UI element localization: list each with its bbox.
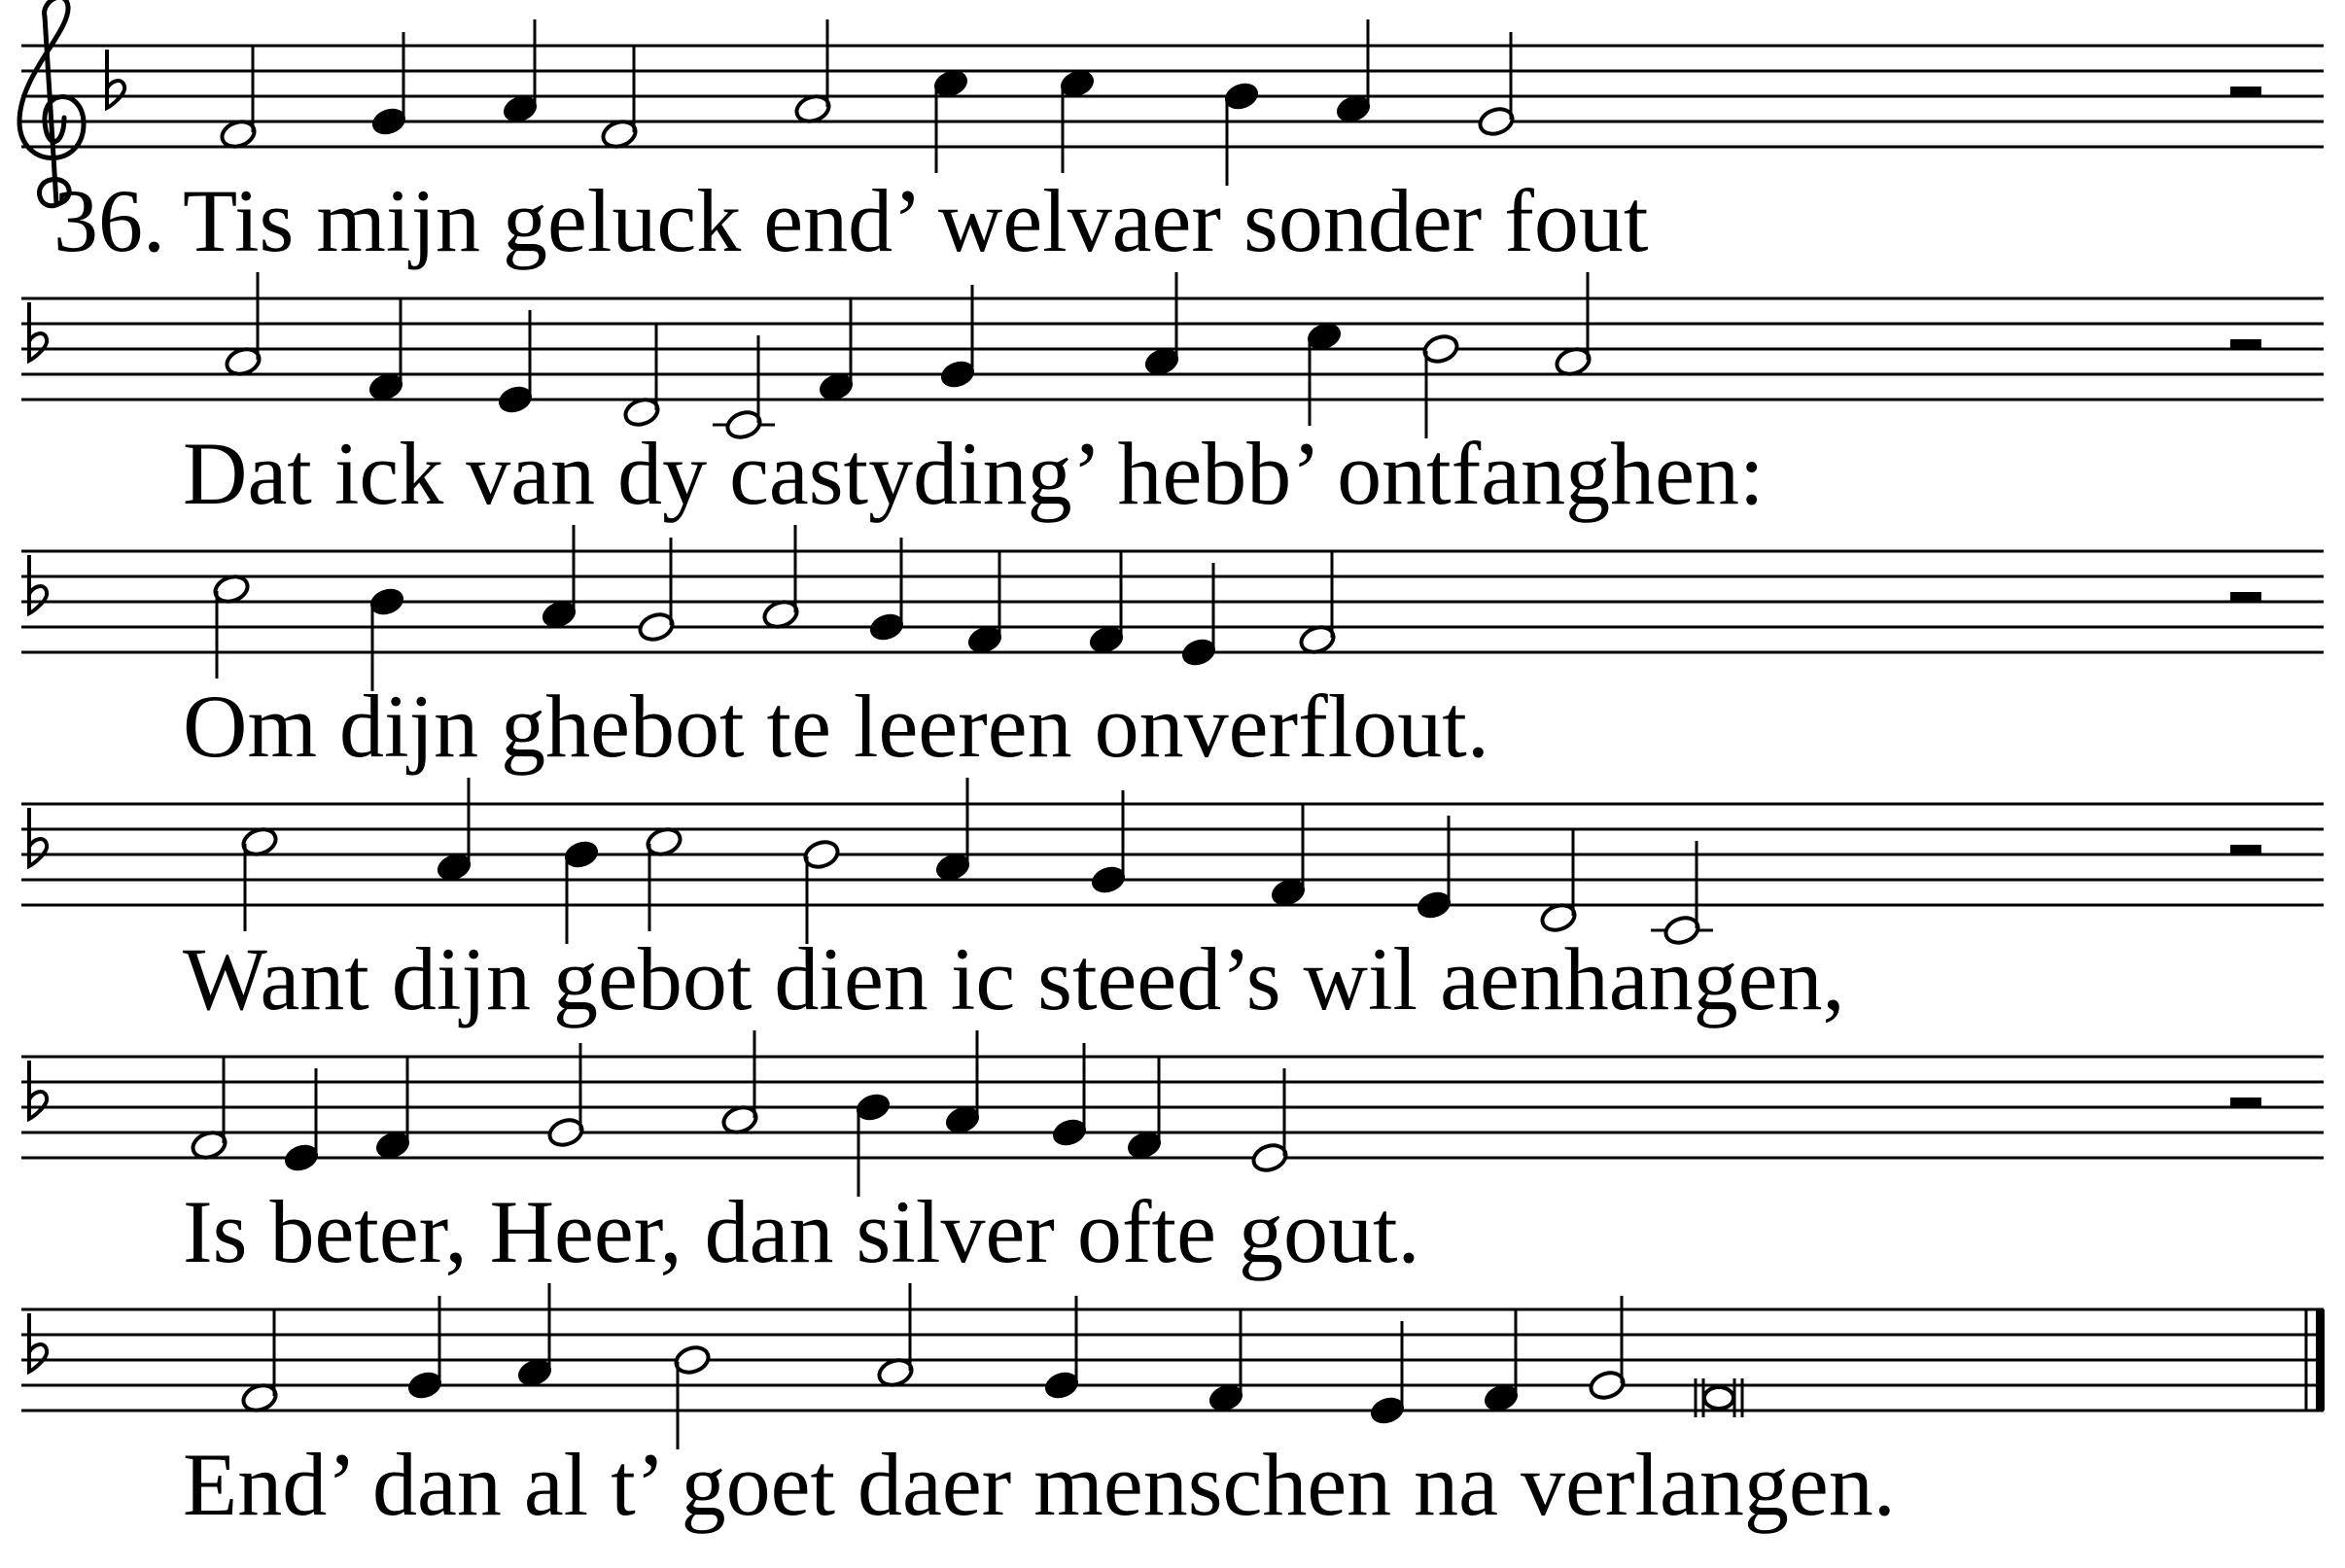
lyric-line-1: Tis mijn geluck end’ welvaer sonder fout: [183, 171, 1649, 270]
half-rest: [2230, 592, 2261, 602]
breve-notehead: [1704, 1387, 1733, 1409]
system-2: [21, 272, 2324, 523]
system-4: [21, 778, 2324, 1028]
lyric-line-6: End’ dan al t’ goet daer menschen na verlangen.: [183, 1435, 1896, 1534]
half-rest: [2230, 87, 2261, 96]
flat-icon: [29, 1313, 47, 1372]
lyric-line-2: Dat ick van dy castyding’ hebb’ ontfanghen:: [183, 424, 1765, 523]
lyric-line-5: Is beter, Heer, dan silver ofte gout.: [183, 1182, 1420, 1281]
verse-number: 36.: [53, 171, 165, 270]
half-rest: [2230, 339, 2261, 349]
system-6: [21, 1283, 2325, 1534]
system-3: [21, 525, 2324, 776]
lyric-line-4: Want dijn gebot dien ic steed’s wil aenhangen,: [183, 929, 1845, 1028]
flat-icon: [29, 555, 47, 613]
flat-icon: [29, 302, 47, 361]
system-1: [19, 0, 2324, 270]
half-rest: [2230, 1098, 2261, 1107]
flat-icon: [29, 1061, 47, 1119]
final-barline-thick: [2316, 1309, 2325, 1411]
flat-icon: [107, 50, 124, 108]
half-rest: [2230, 845, 2261, 854]
lyric-line-3: Om dijn ghebot te leeren onverflout.: [183, 677, 1489, 776]
flat-icon: [29, 808, 47, 866]
system-5: [21, 1030, 2324, 1281]
